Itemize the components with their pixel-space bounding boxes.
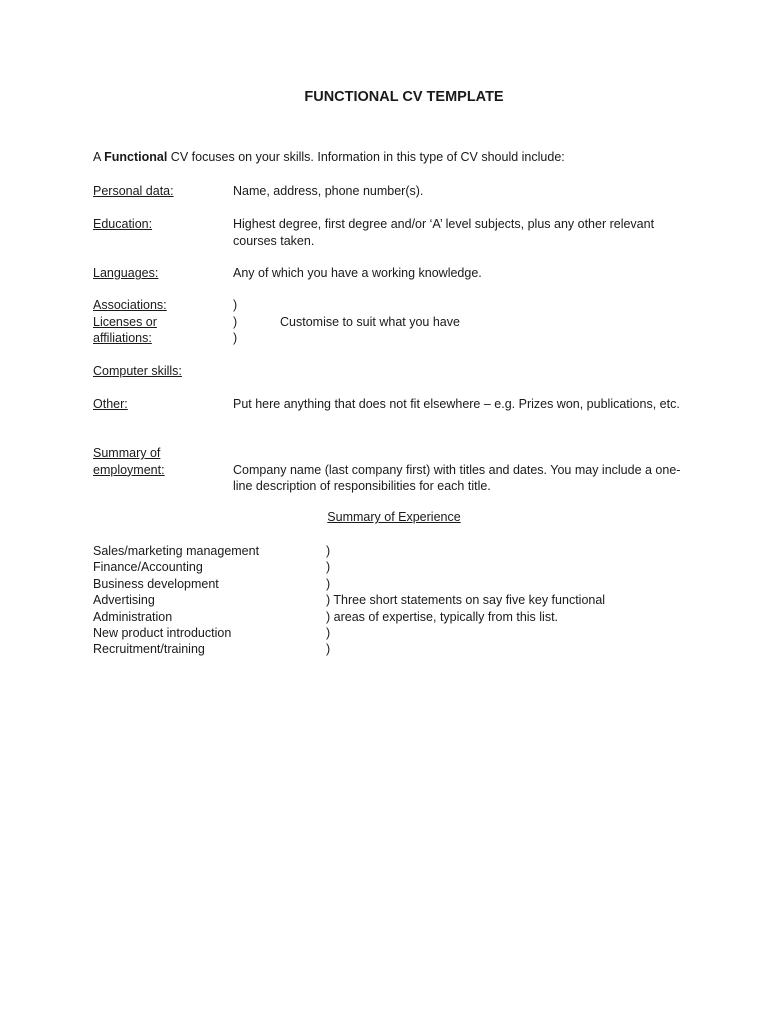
summary-of-employment-label-line: employment:: [93, 462, 165, 477]
intro-prefix: A: [93, 150, 105, 164]
paren-line: ) Three short statements on say five key functional: [326, 593, 606, 608]
functional-area-item: New product introduction: [93, 626, 232, 641]
education-value: Highest degree, first degree and/or ‘A’ level subjects, plus any other relevant courses taken.: [233, 217, 655, 248]
intro-paragraph: [93, 150, 693, 164]
computer-skills-label: Computer skills:: [93, 364, 182, 378]
summary-of-employment-label: [93, 445, 223, 478]
associations-note: Customise to suit what you have: [280, 314, 460, 329]
paren-line: ): [326, 642, 331, 657]
paren-line: ): [326, 626, 331, 641]
education-label: Education:: [93, 217, 153, 231]
summary-of-employment-label-line: Summary of: [93, 446, 161, 460]
paren-line: ): [326, 544, 331, 558]
summary-of-experience-heading: Summary of Experience: [327, 510, 461, 524]
personal-data-value: Name, address, phone number(s).: [233, 184, 424, 198]
paren: ): [233, 331, 238, 345]
functional-area-item: Administration: [93, 609, 173, 624]
paren-line: ) areas of expertise, typically from this list.: [326, 609, 559, 624]
associations-label-line: Associations:: [93, 298, 167, 312]
languages-value: Any of which you have a working knowledge.: [233, 266, 482, 280]
functional-areas-note: [326, 543, 605, 658]
personal-data-label: Personal data:: [93, 184, 174, 198]
paren-line: ): [326, 560, 331, 575]
functional-area-item: Sales/marketing management: [93, 544, 260, 558]
other-label: Other:: [93, 397, 128, 411]
languages-label: Languages:: [93, 266, 159, 280]
associations-label: [93, 297, 223, 347]
associations-label-line: Licenses or: [93, 314, 157, 329]
other-value: Put here anything that does not fit elsewhere – e.g. Prizes won, publications, etc.: [233, 397, 680, 411]
paren-line: ): [326, 576, 331, 591]
page-title: FUNCTIONAL CV TEMPLATE: [304, 89, 504, 105]
intro-bold-word: Functional: [104, 150, 168, 164]
functional-area-item: Finance/Accounting: [93, 560, 203, 575]
intro-suffix: CV focuses on your skills. Information in this type of CV should include:: [167, 150, 565, 164]
summary-of-employment-value: Company name (last company first) with titles and dates. You may include a one-line description of responsibilities for each title.: [233, 462, 681, 493]
functional-area-item: Advertising: [93, 593, 155, 608]
paren: ): [233, 298, 238, 312]
associations-row: [93, 297, 693, 347]
functional-area-item: Recruitment/training: [93, 642, 205, 657]
paren: ): [233, 314, 238, 329]
associations-parens: [233, 297, 237, 347]
functional-area-item: Business development: [93, 576, 219, 591]
associations-label-line: affiliations:: [93, 331, 152, 345]
functional-areas-list: [93, 543, 259, 658]
